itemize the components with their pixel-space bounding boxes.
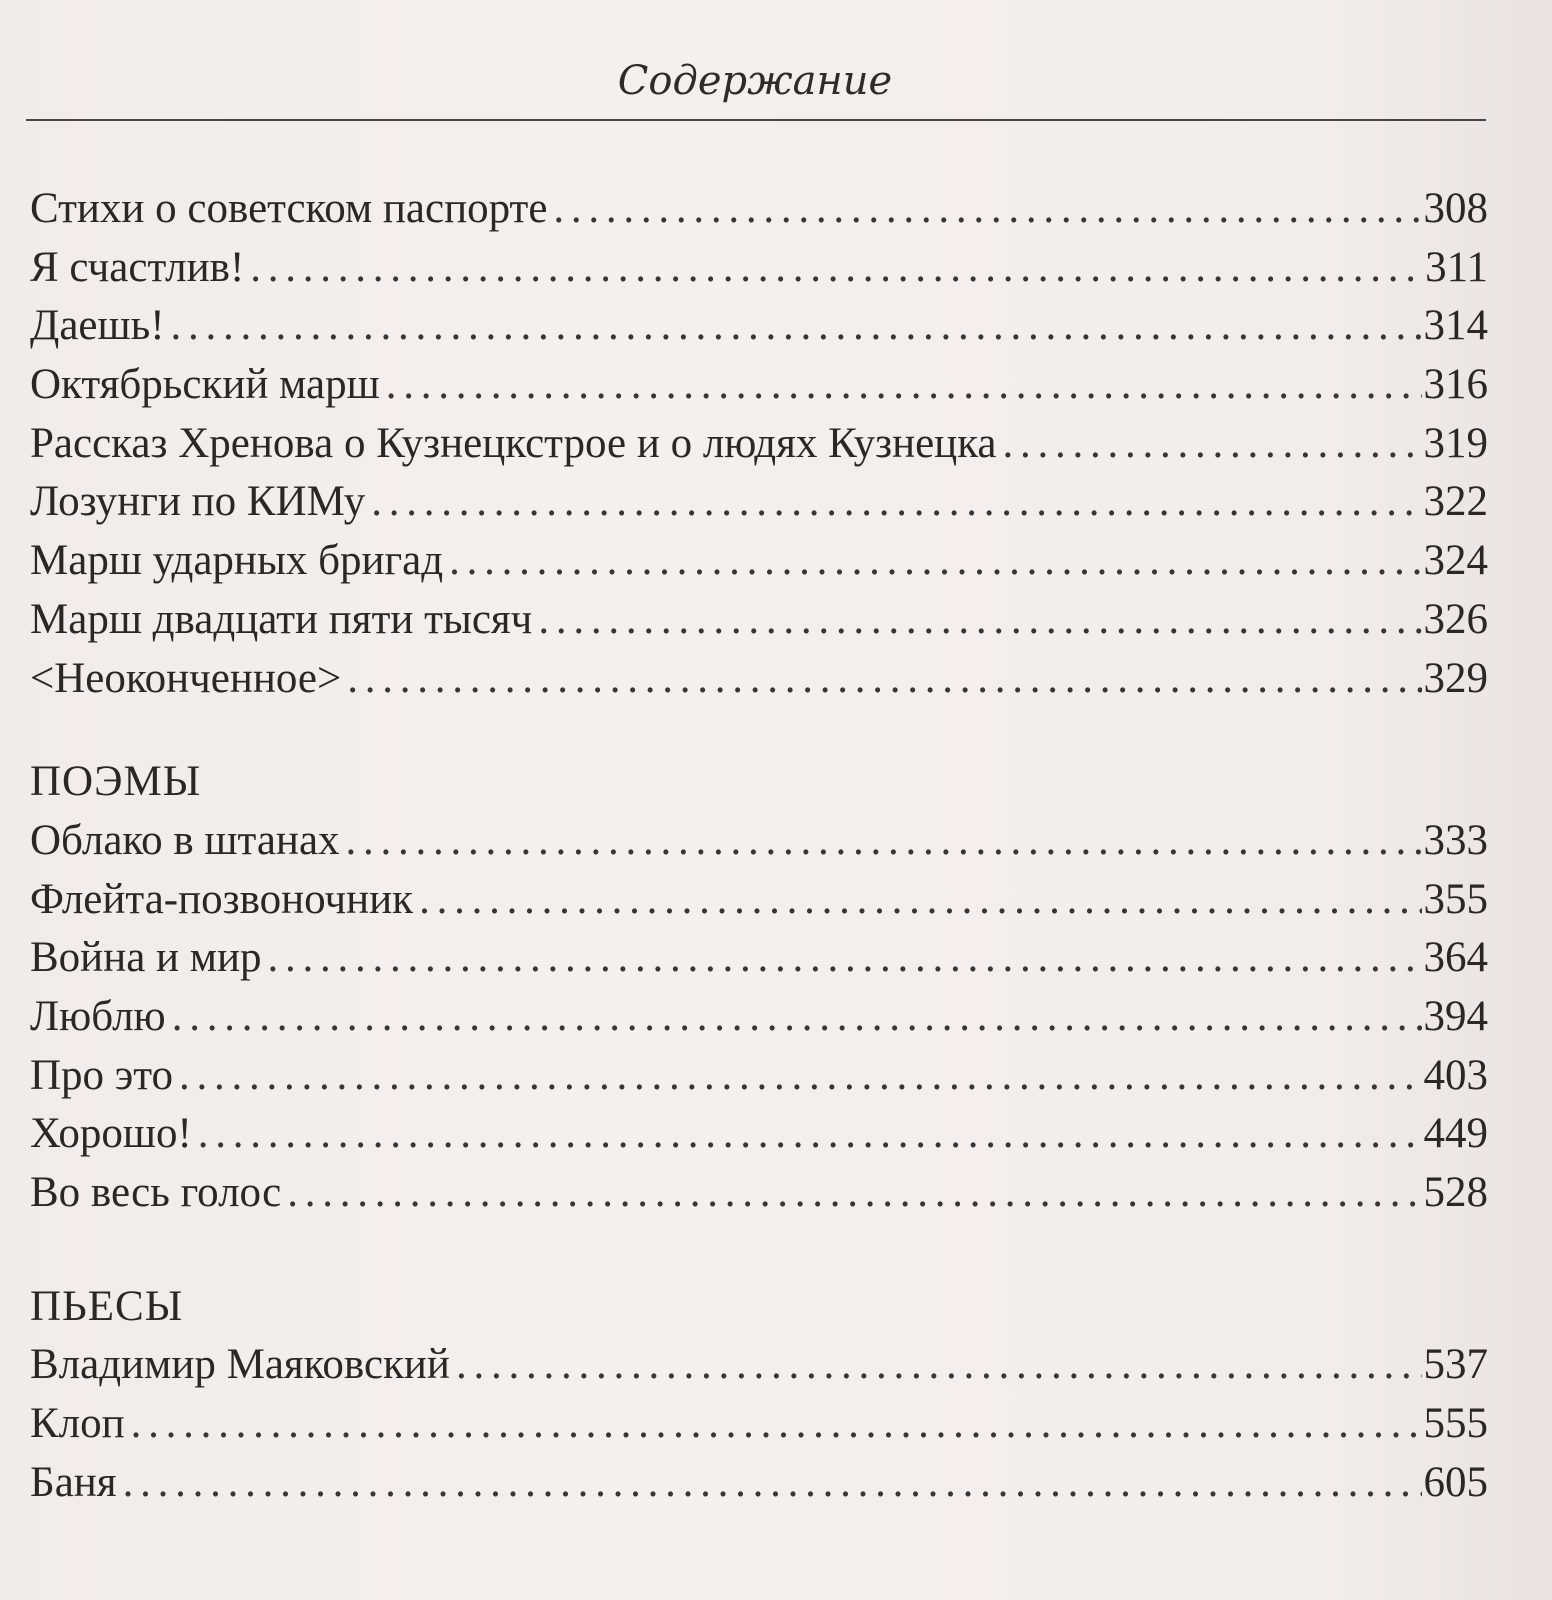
toc-entry-title: Даешь! <box>30 302 165 350</box>
dot-leader <box>346 812 1422 871</box>
dot-leader <box>131 1395 1422 1454</box>
toc-entry-title: Клоп <box>30 1400 125 1448</box>
toc-entry <box>30 988 1488 1047</box>
toc-entry-title: Люблю <box>30 992 166 1040</box>
toc-entry-title: Марш ударных бригад <box>30 537 444 585</box>
toc-entry-page: 329 <box>1423 654 1488 702</box>
dot-leader <box>419 871 1421 930</box>
dot-leader <box>386 356 1422 415</box>
dot-leader <box>1003 415 1422 474</box>
toc-entry-title: Лозунги по КИМу <box>30 478 366 526</box>
toc-entry-page: 308 <box>1423 185 1488 232</box>
dot-leader <box>179 1047 1422 1106</box>
toc-entry-page: 324 <box>1423 537 1488 585</box>
header-rule <box>26 119 1486 121</box>
toc-entry <box>30 1164 1488 1223</box>
toc-entry-page: 319 <box>1423 419 1488 467</box>
toc-entry-page: 311 <box>1425 243 1488 291</box>
dot-leader <box>371 473 1421 532</box>
toc-entry <box>30 591 1488 650</box>
toc-entry-page: 537 <box>1423 1341 1488 1389</box>
dot-leader <box>198 1105 1422 1164</box>
toc-entry-title: Во весь голос <box>30 1169 282 1216</box>
toc-entry-title: Я счастлив! <box>30 243 245 291</box>
toc-entry <box>30 929 1488 988</box>
dot-leader <box>553 180 1421 239</box>
dot-leader <box>250 239 1423 298</box>
toc-entry-title: Хорошо! <box>30 1110 192 1158</box>
toc-entry <box>30 239 1488 298</box>
toc-entry-page: 333 <box>1423 816 1488 864</box>
dot-leader <box>287 1164 1421 1223</box>
toc-entry-page: 555 <box>1423 1400 1488 1448</box>
section-spacer <box>30 708 1488 753</box>
dot-leader <box>172 988 1422 1047</box>
toc-entry-page: 605 <box>1423 1458 1488 1506</box>
toc-entry <box>30 473 1488 532</box>
toc-entry-page: 394 <box>1423 992 1488 1040</box>
toc-entry-title: Октябрьский марш <box>30 361 380 409</box>
toc-entry-title: Марш двадцати пяти тысяч <box>30 595 533 643</box>
toc-entry <box>30 532 1488 591</box>
toc-entry <box>30 650 1488 709</box>
dot-leader <box>347 650 1421 709</box>
dot-leader <box>538 591 1421 650</box>
toc-entry-page: 364 <box>1423 934 1488 982</box>
toc-entry-title: Про это <box>30 1051 173 1099</box>
dot-leader <box>449 532 1421 591</box>
toc-entry-page: 322 <box>1423 478 1488 526</box>
toc-entry <box>30 180 1488 239</box>
toc-entry-page: 355 <box>1423 875 1488 923</box>
toc-entry <box>30 356 1488 415</box>
table-of-contents <box>30 180 1488 1512</box>
running-head-title: Содержание <box>617 58 893 104</box>
toc-entry <box>30 415 1488 474</box>
section-spacer <box>30 1223 1488 1278</box>
toc-entry-page: 403 <box>1423 1051 1488 1099</box>
toc-entry <box>30 871 1488 930</box>
toc-entry-page: 528 <box>1423 1169 1488 1216</box>
toc-entry-title: Баня <box>30 1458 117 1506</box>
dot-leader <box>456 1336 1422 1395</box>
toc-entry <box>30 1336 1488 1395</box>
toc-entry-page: 314 <box>1423 302 1488 350</box>
toc-entry <box>30 1105 1488 1164</box>
dot-leader <box>123 1454 1422 1513</box>
toc-entry-title: Война и мир <box>30 934 262 982</box>
toc-entry <box>30 1047 1488 1106</box>
toc-entry-title: <Неоконченное> <box>30 654 342 702</box>
toc-entry <box>30 812 1488 871</box>
toc-entry-title: Рассказ Хренова о Кузнецкстрое и о людях Кузнецка <box>30 419 997 467</box>
toc-entry <box>30 1454 1488 1513</box>
toc-entry-title: Облако в штанах <box>30 816 340 864</box>
toc-entry-title: Флейта-позвоночник <box>30 875 414 923</box>
dot-leader <box>171 297 1422 356</box>
toc-entry-title: Стихи о советском паспорте <box>30 185 548 232</box>
toc-entry-title: Владимир Маяковский <box>30 1341 450 1389</box>
section-heading-plays: ПЬЕСЫ <box>30 1282 184 1330</box>
section-heading-poems: ПОЭМЫ <box>30 758 202 806</box>
dot-leader <box>268 929 1422 988</box>
toc-entry-page: 316 <box>1423 361 1488 409</box>
toc-entry-page: 449 <box>1423 1110 1488 1158</box>
toc-entry-page: 326 <box>1423 595 1488 643</box>
toc-entry <box>30 297 1488 356</box>
toc-entry <box>30 1395 1488 1454</box>
